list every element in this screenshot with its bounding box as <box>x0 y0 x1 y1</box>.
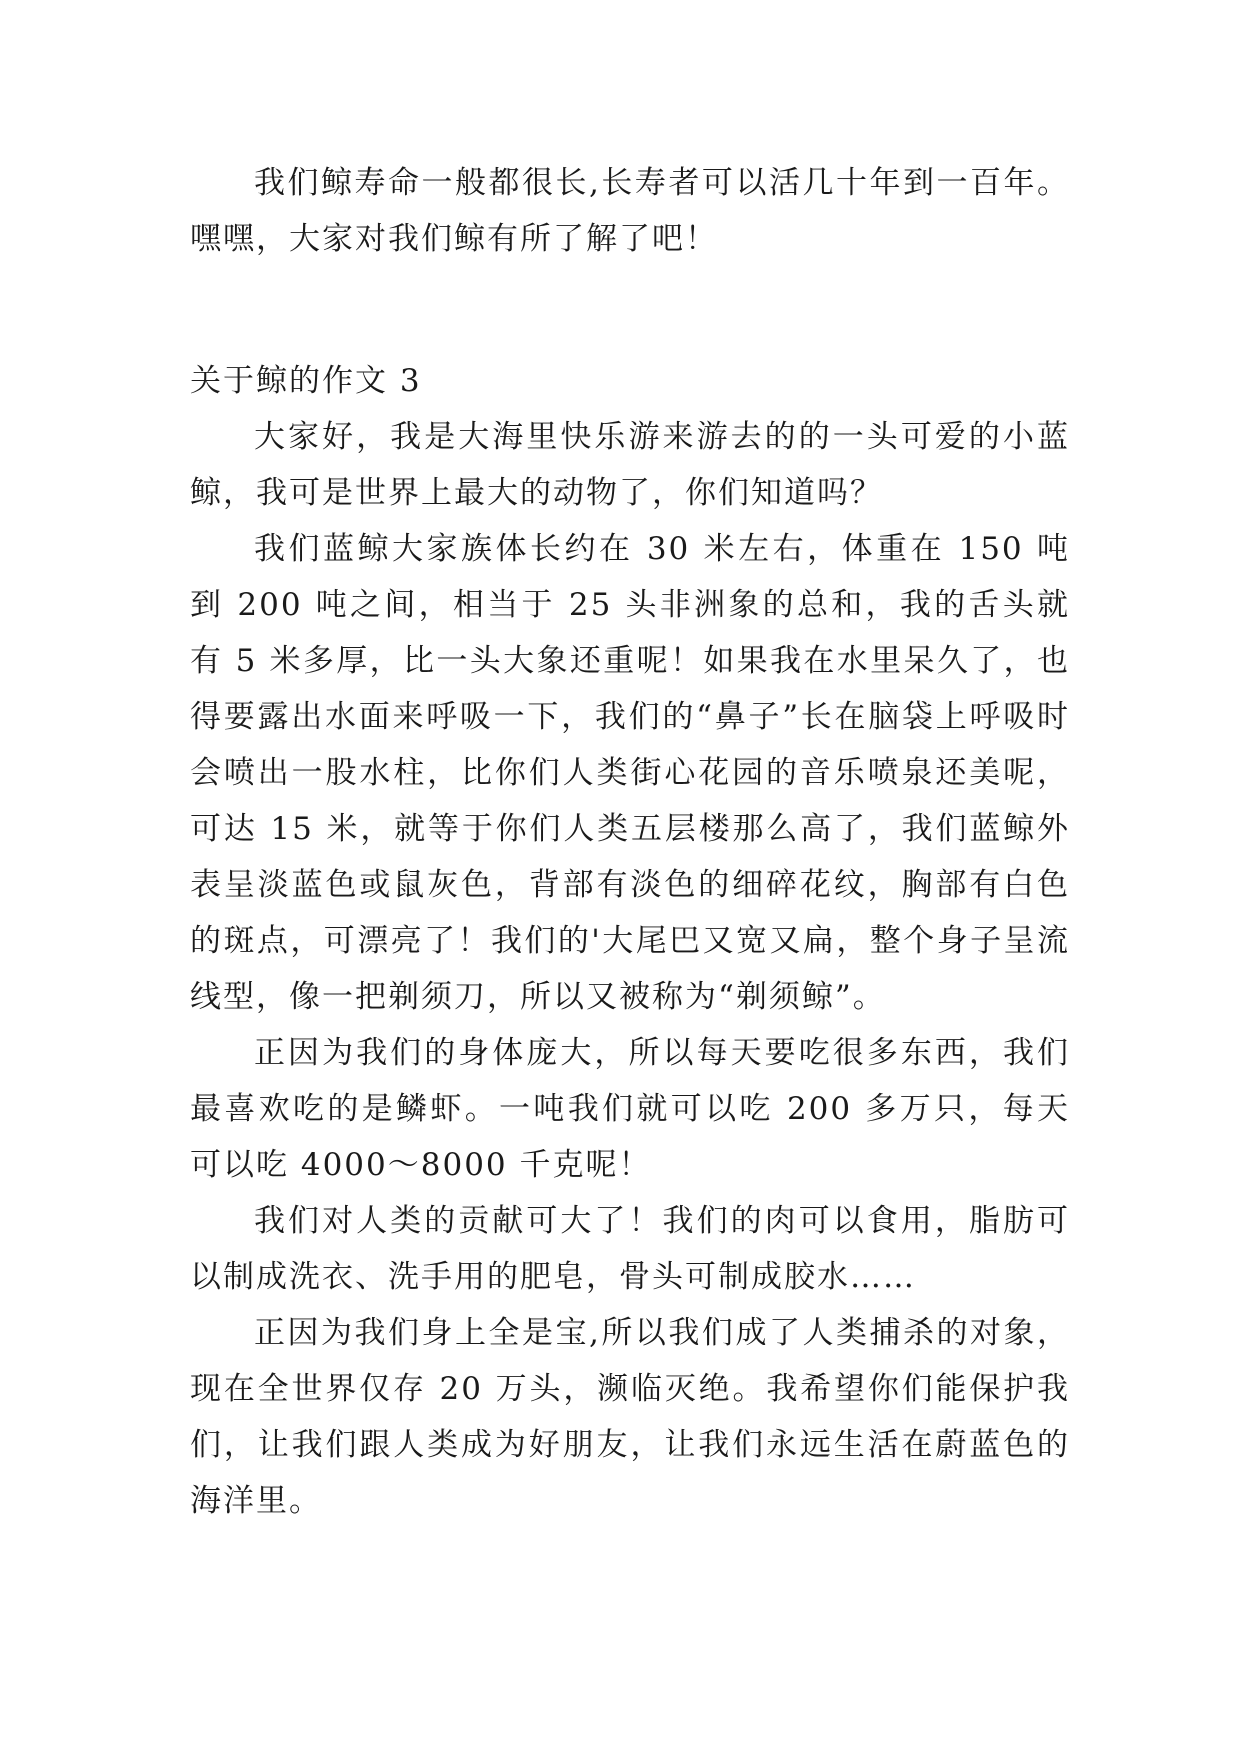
paragraph-2: 我们蓝鲸大家族体长约在 30 米左右，体重在 150 吨到 200 吨之间，相当于 25 头非洲象的总和，我的舌头就有 5 米多厚，比一头大象还重呢！如果我在水里呆久了，也得要露出水面来呼吸一下，我们的“鼻子”长在脑袋上呼吸时会喷出一股水柱，比你们人类街心花园的音乐喷泉还美呢，可达 15 米，就等于你们人类五层楼那么高了，我们蓝鲸外表呈淡蓝色或鼠灰色，背部有淡色的细碎花纹，胸部有白色的斑点，可漂亮了！我们的'大尾巴又宽又扁，整个身子呈流线型，像一把剃须刀，所以又被称为“剃须鲸”。 <box>190 531 1070 1015</box>
paragraph-4: 我们对人类的贡献可大了！我们的肉可以食用，脂肪可以制成洗衣、洗手用的肥皂，骨头可制成胶水…… <box>190 1203 1070 1295</box>
paragraph-5: 正因为我们身上全是宝,所以我们成了人类捕杀的对象，现在全世界仅存 20 万头，濒临灭绝。我希望你们能保护我们，让我们跟人类成为好朋友，让我们永远生活在蔚蓝色的海洋里。 <box>190 1315 1070 1519</box>
document-body <box>190 155 1070 1529</box>
paragraph-1: 大家好，我是大海里快乐游来游去的的一头可爱的小蓝鲸，我可是世界上最大的动物了，你们知道吗？ <box>190 419 1070 511</box>
section-title: 关于鲸的作文 3 <box>190 363 422 399</box>
intro-paragraph: 我们鲸寿命一般都很长,长寿者可以活几十年到一百年。嘿嘿，大家对我们鲸有所了解了吧！ <box>190 165 1070 257</box>
paragraph-3: 正因为我们的身体庞大，所以每天要吃很多东西，我们最喜欢吃的是鳞虾。一吨我们就可以吃 200 多万只，每天可以吃 4000～8000 千克呢！ <box>190 1035 1070 1183</box>
section-spacer <box>190 267 1070 353</box>
